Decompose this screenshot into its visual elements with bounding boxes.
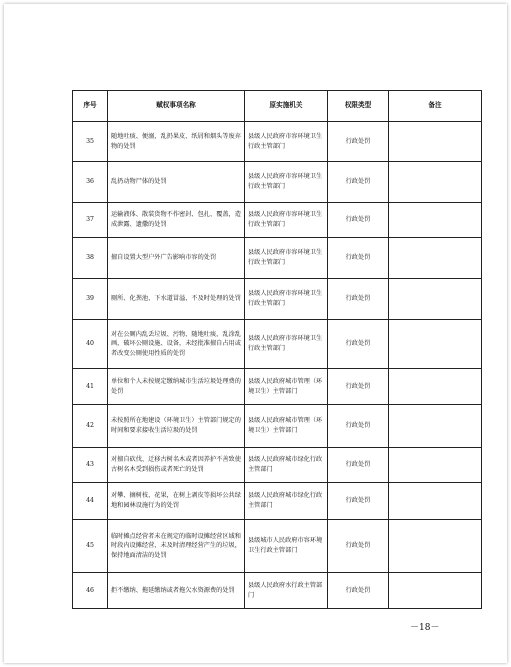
row-note — [389, 122, 482, 162]
row-note — [389, 573, 482, 609]
row-type: 行政处罚 — [328, 162, 389, 203]
row-authority: 县级人民政府城市绿化行政主管部门 — [245, 448, 328, 483]
row-item: 单位和个人未按规定缴纳城市生活垃圾处理费的处罚 — [108, 369, 245, 405]
table-row — [73, 238, 482, 279]
row-number: 45 — [73, 520, 108, 573]
row-item: 厕所、化粪池、下水道冒溢，不及时处理的处罚 — [108, 279, 245, 320]
row-number: 36 — [73, 162, 108, 203]
row-number: 43 — [73, 448, 108, 483]
authority-table — [72, 90, 482, 609]
row-note — [389, 369, 482, 405]
row-type: 行政处罚 — [328, 369, 389, 405]
header-remarks: 备注 — [389, 91, 482, 122]
table-row — [73, 279, 482, 320]
table-row — [73, 483, 482, 520]
row-authority: 县级人民政府市容环境卫生行政主管部门 — [245, 279, 328, 320]
row-item: 拒不缴纳、拖延缴纳或者拖欠水资源费的处罚 — [108, 573, 245, 609]
row-note — [389, 520, 482, 573]
row-number: 38 — [73, 238, 108, 279]
row-type: 行政处罚 — [328, 320, 389, 369]
row-authority: 县级人民政府水行政主管部门 — [245, 573, 328, 609]
row-type: 行政处罚 — [328, 405, 389, 448]
row-type: 行政处罚 — [328, 203, 389, 238]
table-row — [73, 162, 482, 203]
row-item: 对攀、摘树枝、花果，在树上剥皮等损坏公共绿地和园林设施行为的处罚 — [108, 483, 245, 520]
row-number: 37 — [73, 203, 108, 238]
row-item: 临时摊点经营者未在规定的临时设摊经营区域和时段内设摊经营，未及时清理经营产生的垃圾，保持地面清洁的处罚 — [108, 520, 245, 573]
document-page — [4, 4, 507, 663]
row-note — [389, 238, 482, 279]
row-note — [389, 162, 482, 203]
page-number: －18－ — [410, 623, 440, 633]
row-authority: 县级人民政府城市绿化行政主管部门 — [245, 483, 328, 520]
row-number: 46 — [73, 573, 108, 609]
row-authority: 县级人民政府市容环境卫生行政主管部门 — [245, 238, 328, 279]
header-authority: 原实施机关 — [245, 91, 328, 122]
table-row — [73, 573, 482, 609]
row-authority: 县级人民政府市容环境卫生行政主管部门 — [245, 320, 328, 369]
row-authority: 县级人民政府市容环境卫生行政主管部门 — [245, 122, 328, 162]
row-number: 41 — [73, 369, 108, 405]
header-item-name: 赋权事项名称 — [108, 91, 245, 122]
row-note — [389, 279, 482, 320]
row-number: 40 — [73, 320, 108, 369]
row-note — [389, 448, 482, 483]
row-item: 对在公厕内乱丢垃圾、污物、随地吐痰，乱涂乱画，破坏公厕设施、设备，未经批准擅自占用或者改变公厕使用性质的处罚 — [108, 320, 245, 369]
row-note — [389, 203, 482, 238]
row-item: 擅自设置大型户外广告影响市容的处罚 — [108, 238, 245, 279]
row-type: 行政处罚 — [328, 238, 389, 279]
table-header-row — [73, 91, 482, 122]
row-note — [389, 483, 482, 520]
row-item: 乱扔动物尸体的处罚 — [108, 162, 245, 203]
row-number: 42 — [73, 405, 108, 448]
row-item: 未按照所在地建设（环境卫生）主管部门规定的时间和要求接收生活垃圾的处罚 — [108, 405, 245, 448]
row-number: 44 — [73, 483, 108, 520]
row-authority: 县级城市人民政府市容环境卫生行政主管部门 — [245, 520, 328, 573]
row-type: 行政处罚 — [328, 448, 389, 483]
table-row — [73, 448, 482, 483]
row-item: 随地吐痰、便溺，乱扔果皮、纸屑和烟头等废弃物的处罚 — [108, 122, 245, 162]
table-row — [73, 520, 482, 573]
row-type: 行政处罚 — [328, 483, 389, 520]
row-item: 对擅自砍伐、迁移古树名木或者因养护不善致使古树名木受到损伤或者死亡的处罚 — [108, 448, 245, 483]
row-authority: 县级人民政府城市管理（环境卫生）主管部门 — [245, 405, 328, 448]
row-authority: 县级人民政府城市管理（环境卫生）主管部门 — [245, 369, 328, 405]
row-item: 运输液体、散装货物不作密封、包扎、覆盖，造成泄露、遗撒的处罚 — [108, 203, 245, 238]
table-row — [73, 369, 482, 405]
table-row — [73, 405, 482, 448]
row-type: 行政处罚 — [328, 122, 389, 162]
row-number: 39 — [73, 279, 108, 320]
row-note — [389, 405, 482, 448]
header-serial-number: 序号 — [73, 91, 108, 122]
row-number: 35 — [73, 122, 108, 162]
row-type: 行政处罚 — [328, 573, 389, 609]
table-row — [73, 320, 482, 369]
row-note — [389, 320, 482, 369]
row-type: 行政处罚 — [328, 520, 389, 573]
header-power-type: 权限类型 — [328, 91, 389, 122]
row-type: 行政处罚 — [328, 279, 389, 320]
row-authority: 县级人民政府市容环境卫生行政主管部门 — [245, 203, 328, 238]
table-row — [73, 122, 482, 162]
table-row — [73, 203, 482, 238]
row-authority: 县级人民政府市容环境卫生行政主管部门 — [245, 162, 328, 203]
